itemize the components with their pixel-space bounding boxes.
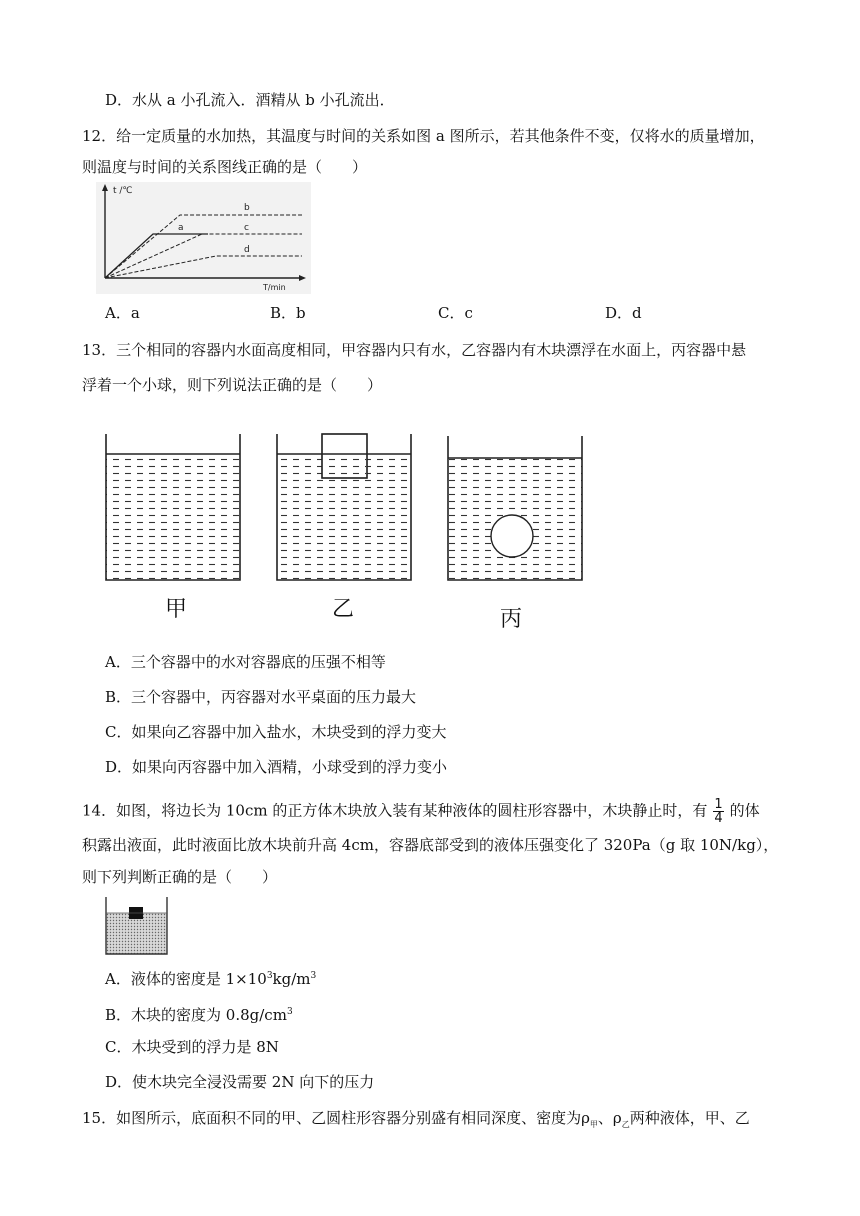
q14-option-d: D．使木块完全浸没需要 2N 向下的压力 bbox=[105, 1073, 375, 1091]
fraction-denominator: 4 bbox=[714, 811, 723, 826]
container-jia bbox=[106, 434, 240, 580]
q15-sub-jia: 甲 bbox=[589, 1120, 598, 1129]
q12-curve-d-label: d bbox=[244, 245, 250, 255]
q12-curve-a-label: a bbox=[178, 223, 184, 233]
container-bing bbox=[448, 436, 582, 580]
q12-option-c: C．c bbox=[438, 304, 473, 322]
container-yi bbox=[277, 434, 411, 580]
q13-stem-line1: 13．三个相同的容器内水面高度相同，甲容器内只有水，乙容器内有木块漂浮在水面上，丙容器中悬 bbox=[82, 341, 747, 359]
q15-stem-tail: 两种液体，甲、乙 bbox=[629, 1109, 750, 1127]
q12-x-axis-label: T/min bbox=[263, 283, 286, 292]
q14-option-c: C．木块受到的浮力是 8N bbox=[105, 1038, 279, 1056]
q15-sub-yi: 乙 bbox=[621, 1120, 630, 1129]
q14-stem-line1 bbox=[82, 798, 760, 825]
q13-stem-line2: 浮着一个小球，则下列说法正确的是（ ） bbox=[82, 376, 383, 394]
q12-y-axis-label: t /℃ bbox=[113, 186, 133, 196]
q12-curve-c-label: c bbox=[244, 223, 249, 233]
q14-option-a bbox=[105, 966, 316, 989]
q12-stem-line2: 则温度与时间的关系图线正确的是（ ） bbox=[82, 158, 368, 176]
fraction-one-quarter bbox=[713, 798, 723, 825]
fraction-numerator: 1 bbox=[714, 797, 723, 812]
q13-option-a: A．三个容器中的水对容器底的压强不相等 bbox=[105, 653, 386, 671]
q12-option-d: D．d bbox=[605, 304, 642, 322]
q13-three-containers-figure bbox=[100, 428, 590, 588]
q14-option-a-exp: 3 bbox=[266, 971, 273, 981]
q12-temperature-time-graph bbox=[96, 182, 311, 294]
q14-stem-line3: 则下列判断正确的是（ ） bbox=[82, 868, 278, 886]
q12-option-a: A．a bbox=[105, 304, 140, 322]
q13-option-d: D．如果向丙容器中加入酒精，小球受到的浮力变小 bbox=[105, 758, 448, 776]
label-jia: 甲 bbox=[165, 597, 188, 622]
q14-option-a-text: A．液体的密度是 1×10 bbox=[105, 970, 267, 988]
q12-stem-line1: 12．给一定质量的水加热，其温度与时间的关系如图 a 图所示，若其他条件不变，仅将水的质量增加， bbox=[82, 127, 765, 145]
label-yi: 乙 bbox=[332, 597, 355, 622]
small-ball bbox=[491, 515, 533, 557]
q14-stem-line2: 积露出液面，此时液面比放木块前升高 4cm，容器底部受到的液体压强变化了 320Pa（g 取 10N/kg）， bbox=[82, 836, 779, 854]
q14-option-a-unit: kg/m bbox=[272, 970, 311, 988]
q14-stem-line1-tail: 的体 bbox=[729, 801, 760, 820]
q14-option-b bbox=[105, 1002, 293, 1025]
q12-curve-b-label: b bbox=[244, 203, 250, 213]
q11-option-d: D．水从 a 小孔流入．酒精从 b 小孔流出． bbox=[105, 91, 395, 109]
q14-option-b-exp: 3 bbox=[286, 1007, 293, 1017]
q15-rho: 、ρ bbox=[597, 1109, 622, 1127]
q14-container-figure bbox=[103, 895, 171, 957]
q13-option-c: C．如果向乙容器中加入盐水，木块受到的浮力变大 bbox=[105, 723, 447, 741]
q14-option-a-unit-exp: 3 bbox=[310, 971, 317, 981]
q12-option-b: B．b bbox=[270, 304, 306, 322]
label-bing: 丙 bbox=[500, 607, 523, 632]
q13-option-b: B．三个容器中，丙容器对水平桌面的压力最大 bbox=[105, 688, 417, 706]
q14-stem-line1-text: 14．如图，将边长为 10cm 的正方体木块放入装有某种液体的圆柱形容器中，木块静止时，有 bbox=[82, 801, 708, 820]
q14-option-b-text: B．木块的密度为 0.8g/cm bbox=[105, 1006, 287, 1024]
q15-stem-text: 15．如图所示，底面积不同的甲、乙圆柱形容器分别盛有相同深度、密度为ρ bbox=[82, 1109, 590, 1127]
q15-stem-line1 bbox=[82, 1108, 750, 1135]
